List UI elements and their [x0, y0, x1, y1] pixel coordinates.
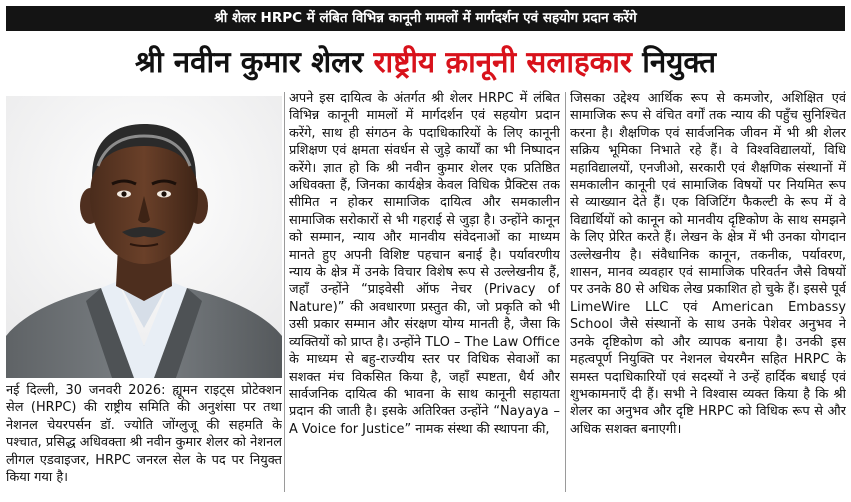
photo-caption	[6, 382, 282, 497]
column-divider	[284, 92, 285, 492]
caption-text: नई दिल्ली, 30 जनवरी 2026: ह्यूमन राइट्स प्रोटेक्शन सेल (HRPC) की राष्ट्रीय समिति की अनुशंसा पर तथा नेशनल चेयरपर्सन डॉ. ज्योति जोंग्लुजू की सहमति के पश्चात, प्रसिद्ध अधिवक्ता श्री नवीन कुमार शेलर को नेशनल लीगल एडवाइजर, HRPC जनरल सेल के पद पर नियुक्त किया गया है।	[6, 383, 282, 486]
headline-appointed: नियुक्त	[632, 45, 717, 79]
article-column-2	[289, 90, 560, 495]
column-2-text: अपने इस दायित्व के अंतर्गत श्री शेलर HRPC में लंबित विभिन्न कानूनी मामलों में मार्गदर्शन एवं सहयोग प्रदान करेंगे, साथ ही संगठन के पदाधिकारियों के लिए कानूनी प्रशिक्षण एवं क्षमता संवर्धन से जुड़े कार्यों का भी निष्पादन करेंगे। ज्ञात हो कि श्री नवीन कुमार शेलर एक प्रतिष्ठित अधिवक्ता हैं, जिनका कार्यक्षेत्र केवल विधिक प्रैक्टिस तक सीमित न होकर सामाजिक दायित्व और समकालीन सामाजिक सरोकारों से भी गहराई से जुड़ा है। उन्होंने कानून को सम्मान, न्याय और मानवीय संवेदनाओं का माध्यम मानते हुए अपनी विशिष्ट पहचान बनाई है। पर्यावरणीय न्याय के क्षेत्र में उनके विचार विशेष रूप से उल्लेखनीय हैं, जहाँ उन्होंने “प्राइवेसी ऑफ नेचर (Privacy of Nature)” की अवधारणा प्रस्तुत की, जो प्रकृति को भी उसी प्रकार सम्मान और संरक्षण योग्य मानती है, जैसा कि व्यक्तियों को प्राप्त है। उन्होंने TLO – The Law Office के माध्यम से बहु-राज्यीय स्तर पर विधिक सेवाओं का सशक्त मंच विकसित किया है, जहाँ स्पष्टता, धैर्य और सार्वजनिक दायित्व की भावना के साथ कानूनी सहायता प्रदान की जाती है। इसके अतिरिक्त उन्होंने “Nayaya – A Voice for Justice” नामक संस्था की स्थापना की,	[289, 91, 560, 437]
headline-name: श्री नवीन कुमार शेलर	[134, 45, 374, 79]
article-column-3	[570, 90, 846, 495]
portrait-photo	[6, 96, 282, 378]
column-3-text: जिसका उद्देश्य आर्थिक रूप से कमजोर, अशिक्षित एवं सामाजिक रूप से वंचित वर्गों तक न्याय की पहुँच सुनिश्चित करना है। शैक्षणिक एवं सार्वजनिक जीवन में भी श्री शेलर सक्रिय भूमिका निभाते रहे हैं। वे विश्वविद्यालयों, विधि महाविद्यालयों, एनजीओ, सरकारी एवं शैक्षणिक संस्थानों में समकालीन कानूनी एवं सामाजिक विषयों पर नियमित रूप से व्याख्यान देते हैं। एक विजिटिंग फैकल्टी के रूप में वे विद्यार्थियों को कानून को मानवीय दृष्टिकोण के साथ समझने के लिए प्रेरित करते हैं। लेखन के क्षेत्र में भी उनका योगदान उल्लेखनीय है। संवैधानिक कानून, तकनीक, पर्यावरण, शासन, मानव व्यवहार एवं सामाजिक परिवर्तन जैसे विषयों पर उनके 80 से अधिक लेख प्रकाशित हो चुके हैं। इससे पूर्व LimeWire LLC एवं American Embassy School जैसे संस्थानों के साथ उनके पेशेवर अनुभव ने उनके दृष्टिकोण को और व्यापक बनाया है। उनकी इस महत्वपूर्ण नियुक्ति पर नेशनल चेयरमैन सहित HRPC के समस्त पदाधिकारियों एवं सदस्यों ने उन्हें हार्दिक बधाई एवं शुभकामनाएँ दी हैं। सभी ने विश्वास व्यक्त किया है कि श्री शेलर का अनुभव और दृष्टि HRPC को विधिक रूप से और अधिक सशक्त बनाएगी।	[570, 91, 846, 437]
headline	[0, 36, 851, 88]
headline-title: राष्ट्रीय क़ानूनी सलाहकार	[373, 45, 633, 79]
column-divider	[565, 92, 566, 492]
top-banner: श्री शेलर HRPC में लंबित विभिन्न कानूनी मामलों में मार्गदर्शन एवं सहयोग प्रदान करेंगे	[6, 6, 845, 31]
